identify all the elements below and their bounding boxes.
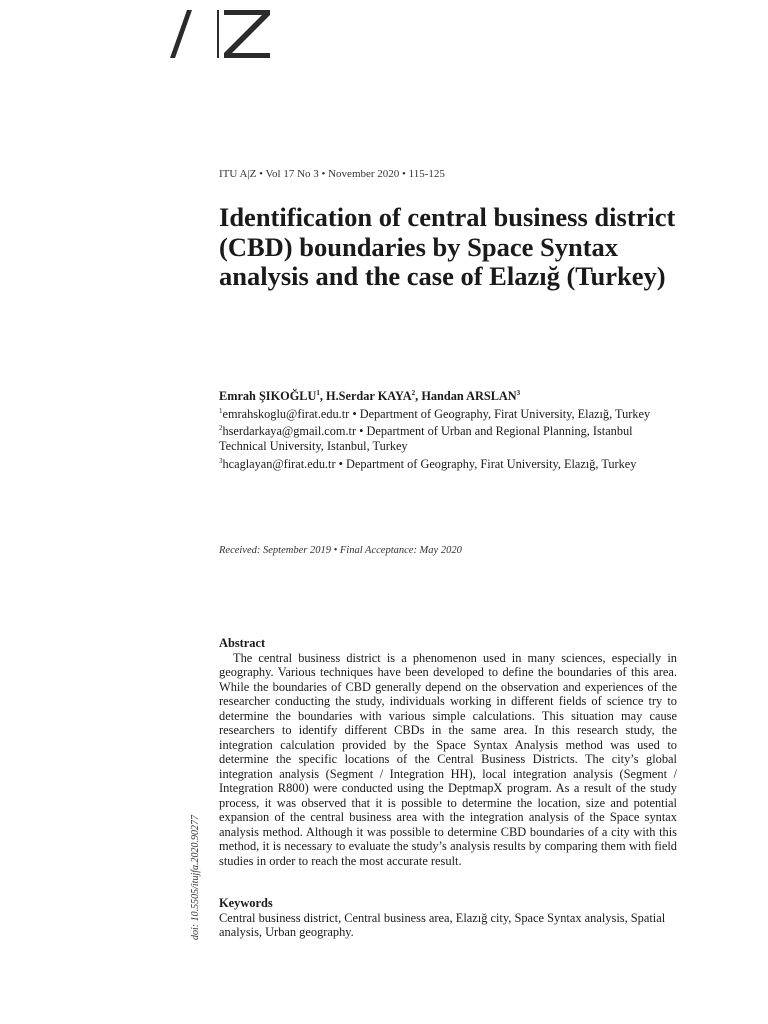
affiliation-1: $^1$emrahskoglu@firat.edu.tr • Department of Geography, Firat University, Elazığ, Turkey bbox=[219, 406, 651, 421]
author-name: Emrah ŞIKOĞLU bbox=[219, 389, 317, 404]
abstract-body: The central business district is a phenomenon used in many sciences, especially in geography. Various techniques have been developed to define the boundaries of this area. While the boundaries of CBD generally depend on the observation and experiences of the researcher conducting the study, individuals working in different fields of science try to determine the boundaries with various simple calculations. This situation may cause researchers to identify different CBDs in the same area. In this research study, the integration calculation provided by the Space Syntax Analysis method was used to determine the specific locations of the Central Business Districts. The city’s global integration analysis (Segment / Integration HH), local integration analysis (Segment / Integration R800) were conducted using the DeptmapX program. As a result of the study process, it was observed that it is possible to determine the location, size and potential expansion of the central business area with the integration analysis of the Space syntax analysis method. Although it was possible to determine CBD boundaries of a city with this method, it is necessary to evaluate the study’s analysis results by comparing them with field studies in order to reach the most accurate result. bbox=[219, 650, 677, 868]
paper-title: Identification of central business district (CBD) boundaries by Space Syntax analysis and the case of Elazığ (Turkey) bbox=[219, 202, 676, 291]
author-names: Emrah ŞIKOĞLU$^1$, H.Serdar KAYA$^2$, Handan ARSLAN$^3$ bbox=[219, 389, 521, 404]
abstract-section bbox=[219, 636, 677, 868]
author-block bbox=[219, 386, 679, 471]
abstract-heading: Abstract bbox=[219, 636, 266, 650]
keywords-heading: Keywords bbox=[219, 896, 273, 910]
doi-label: doi: 10.5505/itujfa.2020.90277 bbox=[190, 815, 201, 940]
keywords-section bbox=[219, 896, 679, 940]
author-sup: 1 bbox=[316, 389, 320, 397]
journal-citation: ITU A|Z • Vol 17 No 3 • November 2020 • 115-125 bbox=[219, 168, 445, 180]
journal-logo bbox=[168, 8, 274, 60]
keywords-body: Central business district, Central business area, Elazığ city, Space Syntax analysis, Spatial analysis, Urban geography. bbox=[219, 910, 666, 939]
author-name: H.Serdar KAYA bbox=[326, 389, 412, 404]
affiliation-3: $^3$hcaglayan@firat.edu.tr • Department of Geography, Firat University, Elazığ, Turkey bbox=[219, 456, 637, 471]
affiliation-2: $^2$hserdarkaya@gmail.com.tr • Department of Urban and Regional Planning, Istanbul Technical University, Istanbul, Turkey bbox=[219, 424, 633, 454]
author-name: Handan ARSLAN bbox=[421, 389, 517, 404]
author-sup: 2 bbox=[411, 389, 416, 397]
received-dates: Received: September 2019 • Final Acceptance: May 2020 bbox=[219, 545, 462, 556]
author-sup: 3 bbox=[516, 389, 521, 397]
